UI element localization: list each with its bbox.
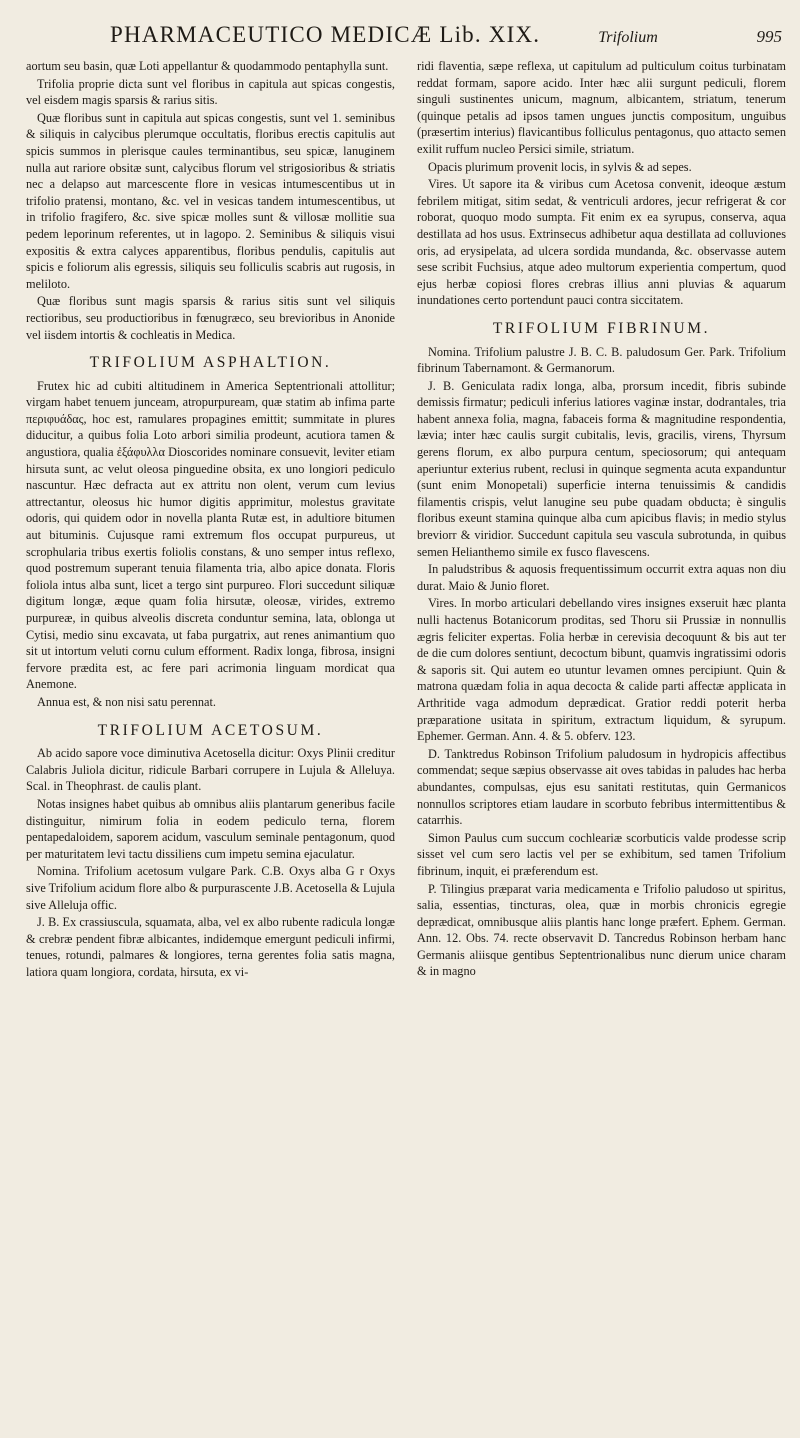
paragraph: Frutex hic ad cubiti altitudinem in America Septentrionali attollitur; virgam habet tenuem junceam, atropurpuream, quæ statim ab infima parte περιφυάδας, hoc est, ramulares propagines emittit; summitate in plures diducitur, a quibus folia Loto arbori similia prodeunt, acutiora tamen & angustiora, qualia ἐξάφυλλα Dioscorides nominare consuevit, leviter etiam hirsuta sunt, ac velut oleosa pinguedine obsita, ex uno longiori pediculo nascuntur. Hæc defracta aut ex attritu non olent, verum cum levius attrectantur, oleosus hic humor digitis apprimitur, molestus gravitate odoris, qui quidem odor in novella planta Rutæ est, in adultiore bitumen aut bituminis. Cujusque rami extremum flos occupat purpureus, ut scrophularia tribus exertis foliolis constans, & uno semper intus reflexo, quod postremum superant tenuia filamenta tria, albo apice donata. Floris foliola intus alba sunt, licet a tergo sint purpureo. Flori succedunt siliquæ digitum longæ, æque quam folia hirsutæ, oleosæ, virides, extremo purpureæ, in quibus alveolis discreta conduntur semina, lata, oblonga ut Cytisi, medio sinu excavata, ut faba purgatrix, aut renes animantium quo sit ut intortum veluti cornu culum efforment. Radix longa, fibrosa, insigni fervore prædita est, ac fere pari acrimonia linguam mordicat qua Anemone. (26, 378, 395, 692)
paragraph: aortum seu basin, quæ Loti appellantur & quodammodo pentaphylla sunt. (26, 59, 389, 73)
section-heading: TRIFOLIUM FIBRINUM. (492, 319, 711, 337)
paragraph: P. Tilingius præparat varia medicamenta e Trifolio paludoso ut spiritus, salia, essentias, tincturas, olea, quæ in morbis chronicis egregie deprædicat, omnibusque aliis plantis hanc longe præfert. Ephem. German. Ann. 12. Obs. 74. recte observavit D. Tancredus Robinson herbam hanc Germanis aliisque gentibus Septentrionalibus nunc dierum unice charam & in magno (417, 881, 786, 979)
paragraph: ridi flaventia, sæpe reflexa, ut capitulum ad pulticulum coitus turbinatam reddat formam, sapore acido. Inter hæc alii surgunt pediculi, florem singuli sustinentes unicum, magnum, albicantem, striatum, tenerum (quinque petalis ad ipsos tamen ungues junctis compositum, unguibus (præsertim interius) flavicantibus folliculus pentagonus, quo attacto semen exilit ruffum nucleo Persici simile, striatum. (417, 59, 786, 156)
page-number: 995 (756, 27, 782, 46)
paragraph: J. B. Ex crassiuscula, squamata, alba, vel ex albo rubente radicula longæ & crebræ pendent fibræ albicantes, indidemque emergunt pediculi infirmi, tenues, rotundi, palmares & longiores, terna gerentes folia satis magna, latiora quam longiora, cordata, hirsuta, ex vi- (26, 915, 395, 979)
paragraph: Quæ floribus sunt in capitula aut spicas congestis, sunt vel 1. seminibus & siliquis in calycibus plerumque occultatis, floribus erectis capitulis aut spicis summos in plerisque caules terminantibus, seu spicæ, lanuginem nulla aut rariore obsitæ sunt, calycibus florum vel strigosioribus & striatis nec a delapso aut marcescente flore in vesicas intumescentibus ut in trifolio pratensi, montano, &c. vel in vesicas tandem intumescentibus, ut in trifolio fragifero, &c. sive spicæ molles sunt & villosæ mollitie sua pedem leporinum referentes, ut in lagopo. 2. Seminibus & siliquis visui expositis & extra calyces apparentibus, floribus pendulis, capitulis aut spicis e foliorum alis egressis, siliquis seu folliculis scabris aut rugosis, in meliloto. (26, 110, 395, 291)
paragraph: Vires. Ut sapore ita & viribus cum Acetosa convenit, ideoque æstum febrilem mitigat, sitim sedat, & ventriculi ardores, jecur refrigerat & cor roborat, quoquo modo sumpta. Fit enim ex ea syrupus, conserva, aqua destillata ad hos usus. Extrinsecus adhibetur aqua destillata ad colluviones oris, ad erysipelata, ad ulcera sordida mundanda, &c. observasse autem sese scribit Fuchsius, atque adeo multorum experientia compertum, quod ejus herbæ copiosi flores crebras illius anni pluvias & aquarum inundationes certo portendunt pauci contra siccitatem. (417, 177, 786, 308)
paragraph: Nomina. Trifolium acetosum vulgare Park. C.B. Oxys alba G r Oxys sive Trifolium acidum flore albo & purpurascente J.B. Acetosella & Lujula sive Alleluja offic. (26, 864, 395, 912)
two-column-body (26, 58, 786, 981)
right-column (417, 58, 786, 981)
paragraph: Trifolia proprie dicta sunt vel floribus in capitula aut spicas congestis, vel eisdem magis sparsis & rarius sitis. (26, 76, 395, 108)
paragraph: Nomina. Trifolium palustre J. B. C. B. paludosum Ger. Park. Trifolium fibrinum Tabernamont. & Germanorum. (417, 344, 786, 376)
paragraph: Notas insignes habet quibus ab omnibus aliis plantarum generibus facile distinguitur, nimirum folia in eodem pediculo terna, florem pentapedaloidem, saporem acidum, vasculum seminale pentagonum, quod per maturitatem levi tactu dissiliens cum impetu semina ejaculatur. (26, 796, 395, 861)
running-section-title: Trifolium (598, 29, 658, 46)
paragraph: In paludstribus & aquosis frequentissimum occurrit extra aquas non diu durat. Maio & Junio floret. (417, 562, 786, 593)
paragraph: Simon Paulus cum succum cochleariæ scorbuticis valde prodesse scrip sisset vel cum sero lactis vel per se exhibitum, sed tamen Trifolium fibrinum, inquit, ei præferendum est. (417, 830, 786, 878)
running-header (110, 22, 782, 54)
paragraph: Vires. In morbo articulari debellando vires insignes exseruit hæc planta nulli hactenus Botanicorum proditas, sed Thoru sii Prussiæ in nonnullis ægris feliciter expertas. Folia herbæ in cerevisia decoquunt & bis aut ter de die cum dolores sentiunt, decoctum bibunt, quamvis ingratissimi odoris & saporis sit. Qui autem eo utuntur levamen omnes percipiunt. Quin & matrona quædam folia in aqua decocta & calide parti affectæ applicata in Arthritide vaga admodum deprædicat. Gratior reddi poterit herba præparatione usitata in spiritum, extractum liquidum, & syrupum. Ephemer. German. Ann. 4. & 5. obferv. 123. (417, 596, 786, 744)
left-column (26, 58, 395, 981)
paragraph: Annua est, & non nisi satu perennat. (37, 694, 216, 709)
paragraph: D. Tanktredus Robinson Trifolium paludosum in hydropicis affectibus commendat; seque sæpius observasse ait oves tabidas in paludes hac herba abundantes, compulsas, ejus esu sanitati restitutas, quin Germanicos nonnullos scriptores etiam laudare in scorbuto febribus intermittentibus & catarrhis. (417, 746, 786, 828)
running-title: PHARMACEUTICO MEDICÆ Lib. XIX. (110, 22, 541, 47)
paragraph: J. B. Geniculata radix longa, alba, prorsum incedit, fibris subinde demissis firmatur; pediculi inferius latiores vaginæ instar, dodrantales, tria habent annexa folia, magna, fabaceis forma & magnitudine respondentia, lævia; inter hæc caulis surgit cubitalis, levis, gracilis, virens, Thyrsum gerens florum, ex albo purpura centum, speciosorum; qui antequam aperiuntur exterius rubent, reclusi in quinque segmenta acuta expanduntur (sunt enim Monopetali) superficie interna tenuissimis & candidis filamentis crispis, velut lanugine seu pube quadam obducta; è singulis floribus exeunt stamina quinque alba cum apicibus flavis; in medio stylus breviorr & viridior. Succedunt capitula seu vascula subrotunda, in quibus semen Helianthemo simile ex fusco flavescens. (417, 378, 786, 559)
section-heading: TRIFOLIUM ASPHALTION. (89, 354, 332, 372)
paragraph: Quæ floribus sunt magis sparsis & rarius sitis sunt vel siliquis rectioribus, seu productioribus in fœnugræco, seu brevioribus in Anonide vel iisdem intortis & cochleatis in Medica. (26, 294, 395, 342)
section-heading: TRIFOLIUM ACETOSUM. (97, 721, 324, 739)
paragraph: Ab acido sapore voce diminutiva Acetosella dicitur: Oxys Plinii creditur Calabris Juliola dicitur, ridicule Barbari corrupere in Lujula & Alleluya. Scal. in Theophrast. de caulis plant. (26, 746, 395, 794)
paragraph: Opacis plurimum provenit locis, in sylvis & ad sepes. (428, 159, 692, 174)
